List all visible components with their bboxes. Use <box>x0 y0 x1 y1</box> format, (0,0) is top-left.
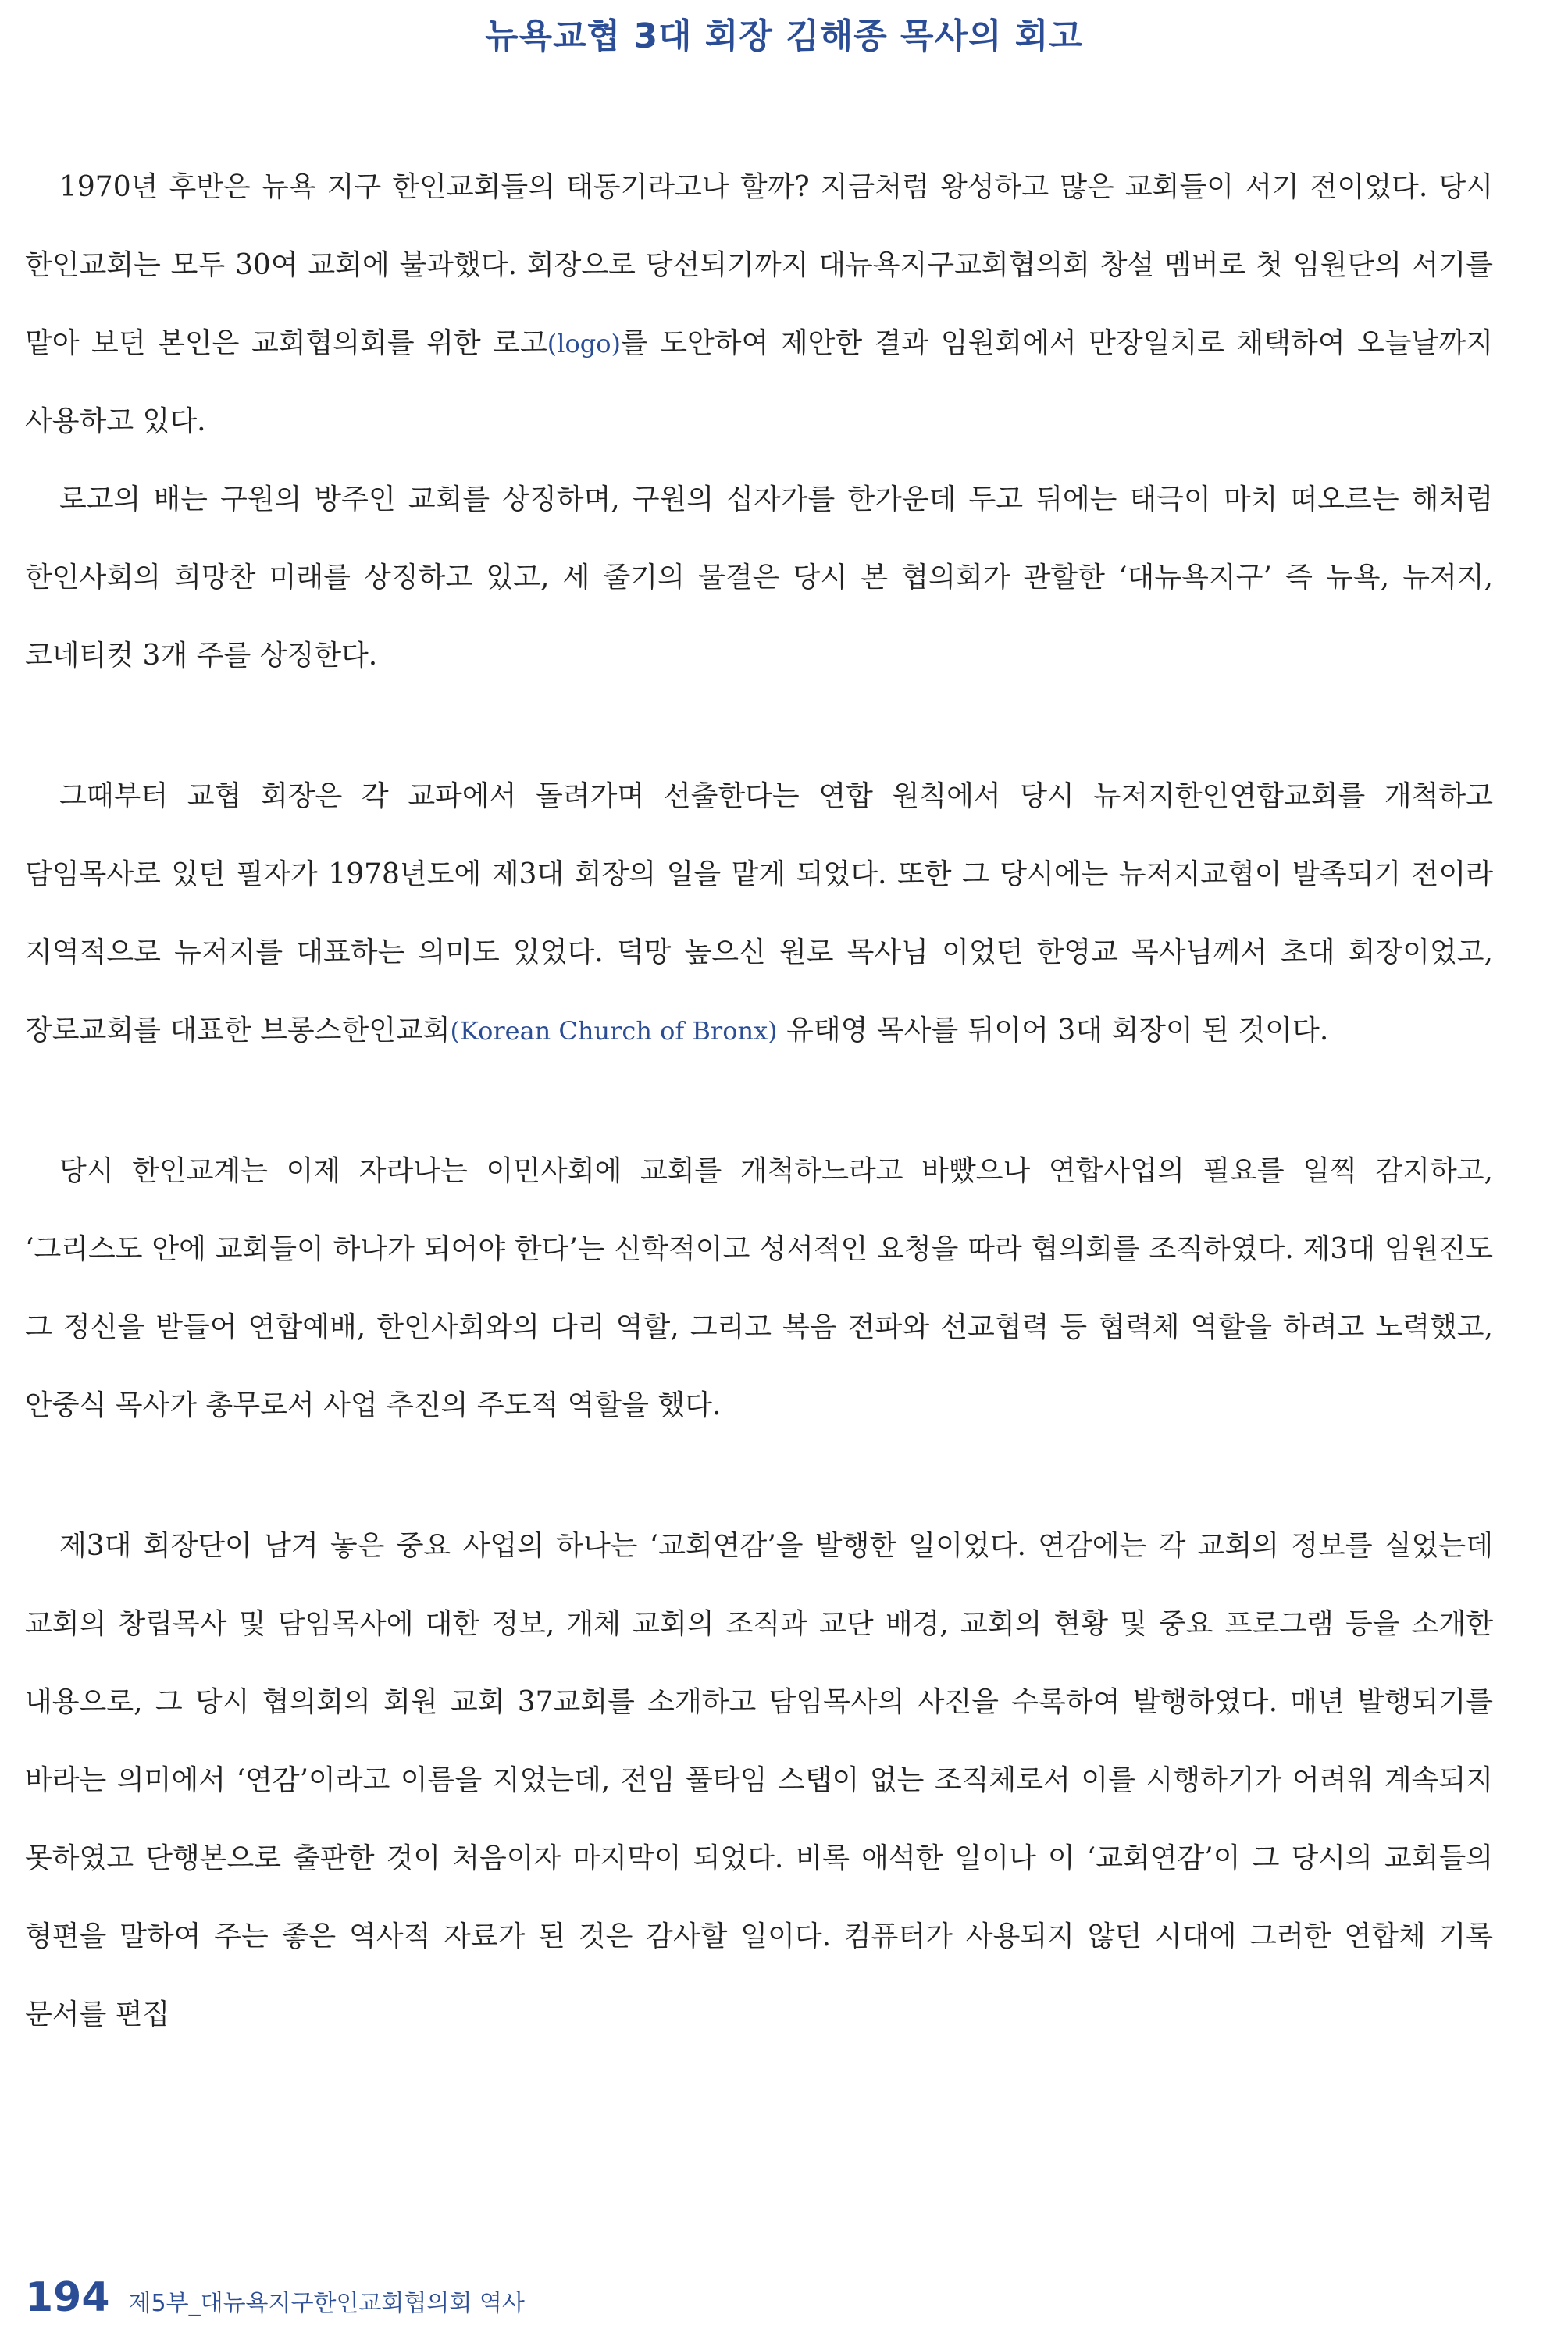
page-number: 194 <box>25 2274 110 2321</box>
paragraph-text: 로고의 배는 구원의 방주인 교회를 상징하며, 구원의 십자가를 한가운데 두고 뒤에는 태극이 마치 떠오르는 해처럼 한인사회의 희망찬 미래를 상징하고 있고, 세 줄기의 물결은 당시 본 협의회가 관할한 ‘대뉴욕지구’ 즉 뉴욕, 뉴저지, 코네티컷 3개 주를 상징한다. <box>25 483 1493 672</box>
page-footer <box>25 2274 525 2321</box>
paragraph-text: 1970년 후반은 뉴욕 지구 한인교회들의 태동기라고나 할까? 지금처럼 왕성하고 많은 교회들이 서기 전이었다. 당시 한인교회는 모두 30여 교회에 불과했다. 회장으로 당선되기까지 대뉴욕지구교회협의회 창설 멤버로 첫 임원단의 서기를 맡아 보던 본인은 교회협의회를 위한 로고 <box>25 171 1493 359</box>
paragraph-text: 유태영 목사를 뒤이어 3대 회장이 된 것이다. <box>777 1014 1329 1047</box>
page-title: 뉴욕교협 3대 회장 김해종 목사의 회고 <box>485 16 1083 56</box>
section-label: 제5부_대뉴욕지구한인교회협의회 역사 <box>128 2290 525 2317</box>
paragraph-church-yearbook <box>25 1507 1493 2054</box>
paragraph-logo-symbolism <box>25 461 1493 695</box>
article-body <box>25 148 1493 2054</box>
paragraph-text: 를 도안하여 제안한 결과 임원회에서 만장일치로 채택하여 오늘날까지 사용하고 있다. <box>25 327 1493 437</box>
paragraph-presidency <box>25 758 1493 1070</box>
paragraph-text: 그때부터 교협 회장은 각 교파에서 돌려가며 선출한다는 연합 원칙에서 당시 뉴저지한인연합교회를 개척하고 담임목사로 있던 필자가 1978년도에 제3대 회장의 일을 맡게 되었다. 또한 그 당시에는 뉴저지교협이 발족되기 전이라 지역적으로 뉴저지를 대표하는 의미도 있었다. 덕망 높으신 원로 목사님 이었던 한영교 목사님께서 초대 회장이었고, 장로교회를 대표한 브롱스한인교회 <box>25 780 1493 1047</box>
paragraph-text: 제3대 회장단이 남겨 놓은 중요 사업의 하나는 ‘교회연감’을 발행한 일이었다. 연감에는 각 교회의 정보를 실었는데 교회의 창립목사 및 담임목사에 대한 정보, 개체 교회의 조직과 교단 배경, 교회의 현황 및 중요 프로그램 등을 소개한 내용으로, 그 당시 협의회의 회원 교회 37교회를 소개하고 담임목사의 사진을 수록하여 발행하였다. 매년 발행되기를 바라는 의미에서 ‘연감’이라고 이름을 지었는데, 전임 풀타임 스탭이 없는 조직체로서 이를 시행하기가 어려워 계속되지 못하였고 단행본으로 출판한 것이 처음이자 마지막이 되었다. 비록 애석한 일이나 이 ‘교회연감’이 그 당시의 교회들의 형편을 말하여 주는 좋은 역사적 자료가 된 것은 감사할 일이다. 컴퓨터가 사용되지 않던 시대에 그러한 연합체 기록 문서를 편집 <box>25 1530 1493 2031</box>
paragraph-logo-history <box>25 148 1493 461</box>
paragraph-text: 당시 한인교계는 이제 자라나는 이민사회에 교회를 개척하느라고 바빴으나 연합사업의 필요를 일찍 감지하고, ‘그리스도 안에 교회들이 하나가 되어야 한다’는 신학적이고 성서적인 요청을 따라 협의회를 조직하였다. 제3대 임원진도 그 정신을 받들어 연합예배, 한인사회와의 다리 역할, 그리고 복음 전파와 선교협력 등 협력체 역할을 하려고 노력했고, 안중식 목사가 총무로서 사업 추진의 주도적 역할을 했다. <box>25 1155 1493 1421</box>
english-gloss: (Korean Church of Bronx) <box>450 1016 778 1046</box>
paragraph-korean-church-community <box>25 1132 1493 1445</box>
english-gloss: (logo) <box>547 329 621 358</box>
